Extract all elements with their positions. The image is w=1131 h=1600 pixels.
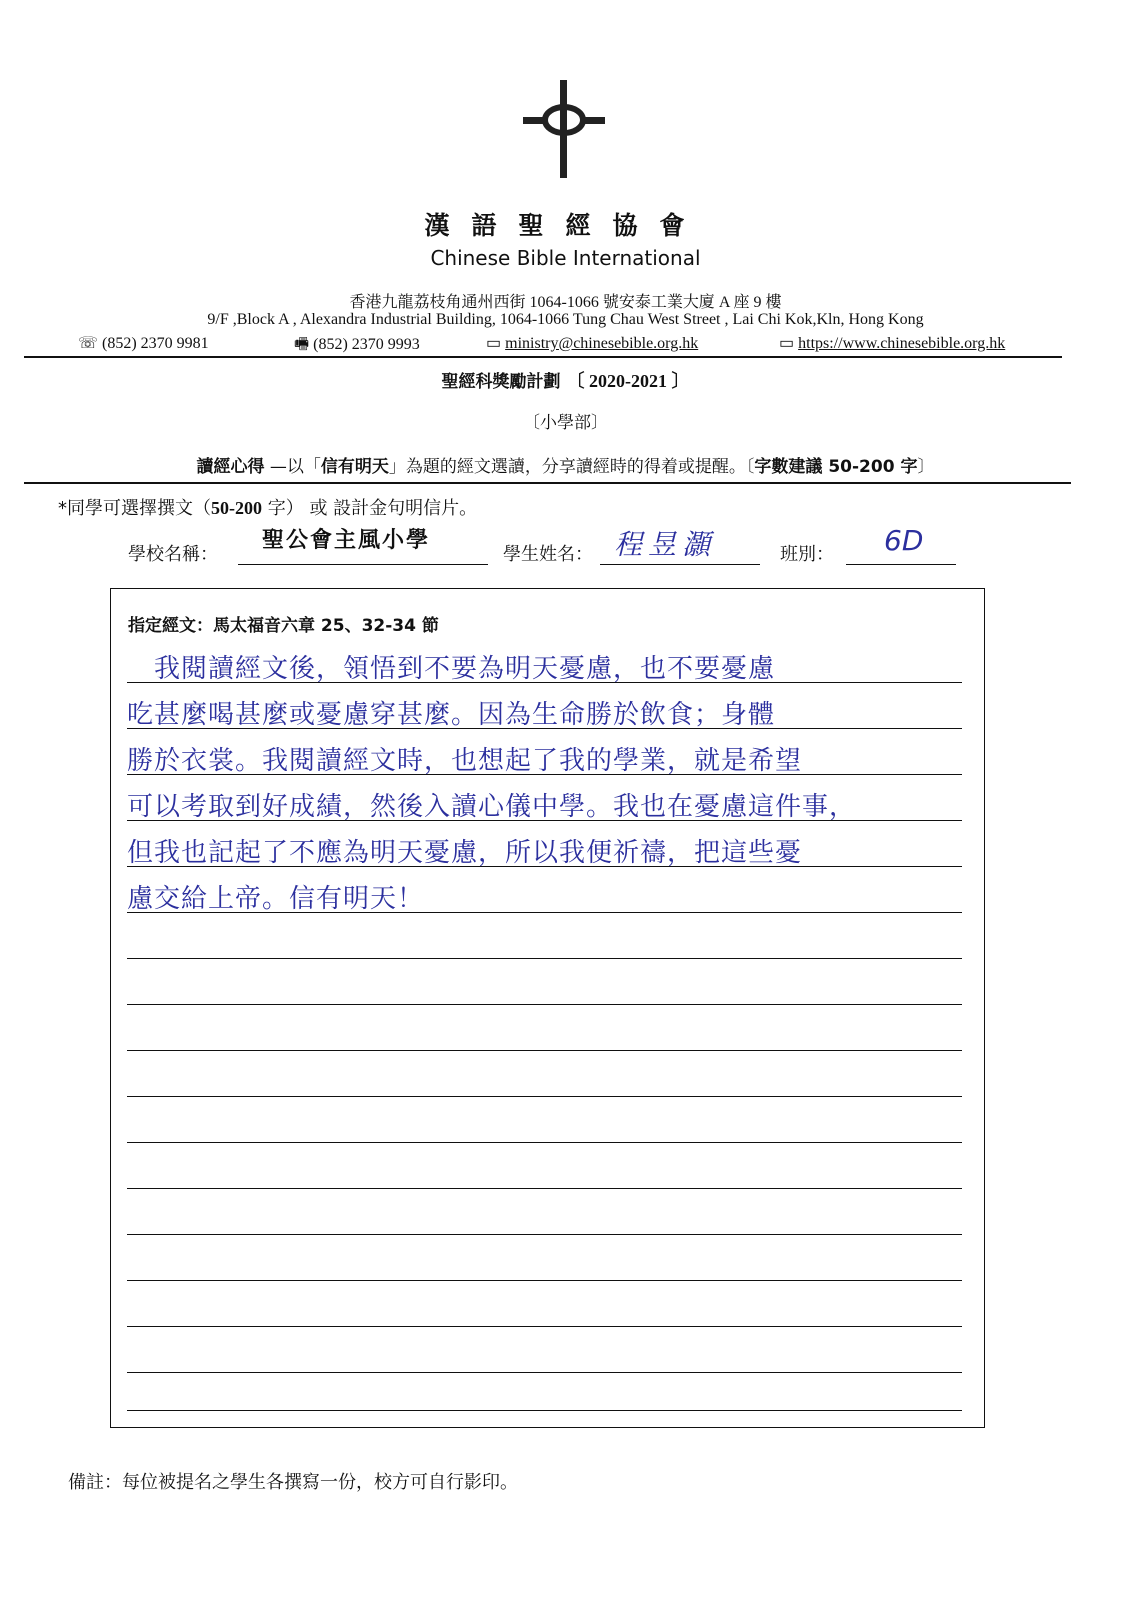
instruction-theme: 信有明天 <box>320 457 389 477</box>
writing-line <box>127 1050 962 1051</box>
essay-line: 勝於衣裳。我閱讀經文時，也想起了我的學業，就是希望 <box>127 746 803 776</box>
instruction-lead: 讀經心得 <box>196 457 265 477</box>
program-name: 聖經科獎勵計劃 <box>441 372 561 392</box>
organization-name-en: Chinese Bible International <box>430 246 701 270</box>
writing-line <box>127 1234 962 1235</box>
essay-line: 慮交給上帝。信有明天！ <box>127 884 425 914</box>
choice-words: 50-200 <box>211 498 262 518</box>
program-year: 〔 2020-2021 〕 <box>566 371 690 391</box>
program-title <box>0 367 1131 393</box>
phone-number: (852) 2370 9981 <box>102 335 209 352</box>
essay-line: 我閱讀經文後，領悟到不要為明天憂慮，也不要憂慮 <box>127 654 776 684</box>
writing-line <box>127 866 962 867</box>
instruction-end: 〕 <box>917 457 935 477</box>
writing-line <box>127 1004 962 1005</box>
writing-line <box>127 1410 962 1411</box>
class-label: 班別： <box>780 544 834 565</box>
computer-icon: ▭ <box>779 335 795 352</box>
school-label: 學校名稱： <box>128 544 218 565</box>
instruction-dash: —以「 <box>269 457 321 477</box>
writing-line <box>127 1280 962 1281</box>
choice-instruction <box>58 494 477 520</box>
cbi-logo-icon <box>521 78 607 180</box>
header-divider <box>24 356 1062 358</box>
phone-contact <box>78 333 209 353</box>
writing-line <box>127 1372 962 1373</box>
writing-line <box>127 958 962 959</box>
phone-icon: ☏ <box>78 335 99 352</box>
instruction-count: 字數建議 50-200 字 <box>754 457 918 477</box>
writing-line <box>127 1142 962 1143</box>
student-value: 程昱灝 <box>614 528 717 561</box>
address-zh: 香港九龍荔枝角通州西街 1064-1066 號安泰工業大廈 A 座 9 樓 <box>349 294 782 311</box>
writing-line <box>127 912 962 913</box>
student-label: 學生姓名： <box>503 544 593 565</box>
passage-label: 指定經文：馬太福音六章 25、32-34 節 <box>128 616 439 636</box>
writing-line <box>127 1096 962 1097</box>
writing-line <box>127 774 962 775</box>
essay-line: 吃甚麼喝甚麼或憂慮穿甚麼。因為生命勝於飲食；身體 <box>127 700 776 730</box>
website-link[interactable]: https://www.chinesebible.org.hk <box>798 335 1006 352</box>
writing-line <box>127 1188 962 1189</box>
footer-note: 備註：每位被提名之學生各撰寫一份，校方可自行影印。 <box>68 1472 518 1493</box>
class-value: 6D <box>884 524 924 557</box>
email-link[interactable]: ministry@chinesebible.org.hk <box>505 335 699 352</box>
writing-line <box>127 682 962 683</box>
website-contact <box>779 333 1005 353</box>
essay-line: 但我也記起了不應為明天憂慮，所以我便祈禱，把這些憂 <box>127 838 803 868</box>
writing-line <box>127 820 962 821</box>
choice-suffix: 字） 或 設計金句明信片。 <box>262 498 478 519</box>
instruction-rest: 」為題的經文選讀，分享讀經時的得着或提醒。〔 <box>388 457 755 477</box>
fax-icon: 🖷 <box>294 336 310 353</box>
writing-line <box>127 1326 962 1327</box>
writing-line <box>127 728 962 729</box>
choice-prefix: *同學可選擇撰文（ <box>58 498 211 519</box>
fax-number: (852) 2370 9993 <box>313 336 420 353</box>
instruction-line <box>0 452 1131 477</box>
computer-icon: ▭ <box>486 335 502 352</box>
organization-name-zh: 漢語聖經協會 <box>424 211 707 240</box>
essay-line: 可以考取到好成績，然後入讀心儀中學。我也在憂慮這件事， <box>127 792 857 822</box>
email-contact <box>486 333 698 353</box>
school-value: 聖公會主風小學 <box>262 527 431 553</box>
address-en: 9/F ,Block A , Alexandra Industrial Building, 1064-1066 Tung Chau West Street , Lai Chi Kok,Kln, Hong Kong <box>207 311 924 328</box>
section-label: 〔小學部〕 <box>523 413 608 433</box>
section-divider <box>24 482 1071 484</box>
